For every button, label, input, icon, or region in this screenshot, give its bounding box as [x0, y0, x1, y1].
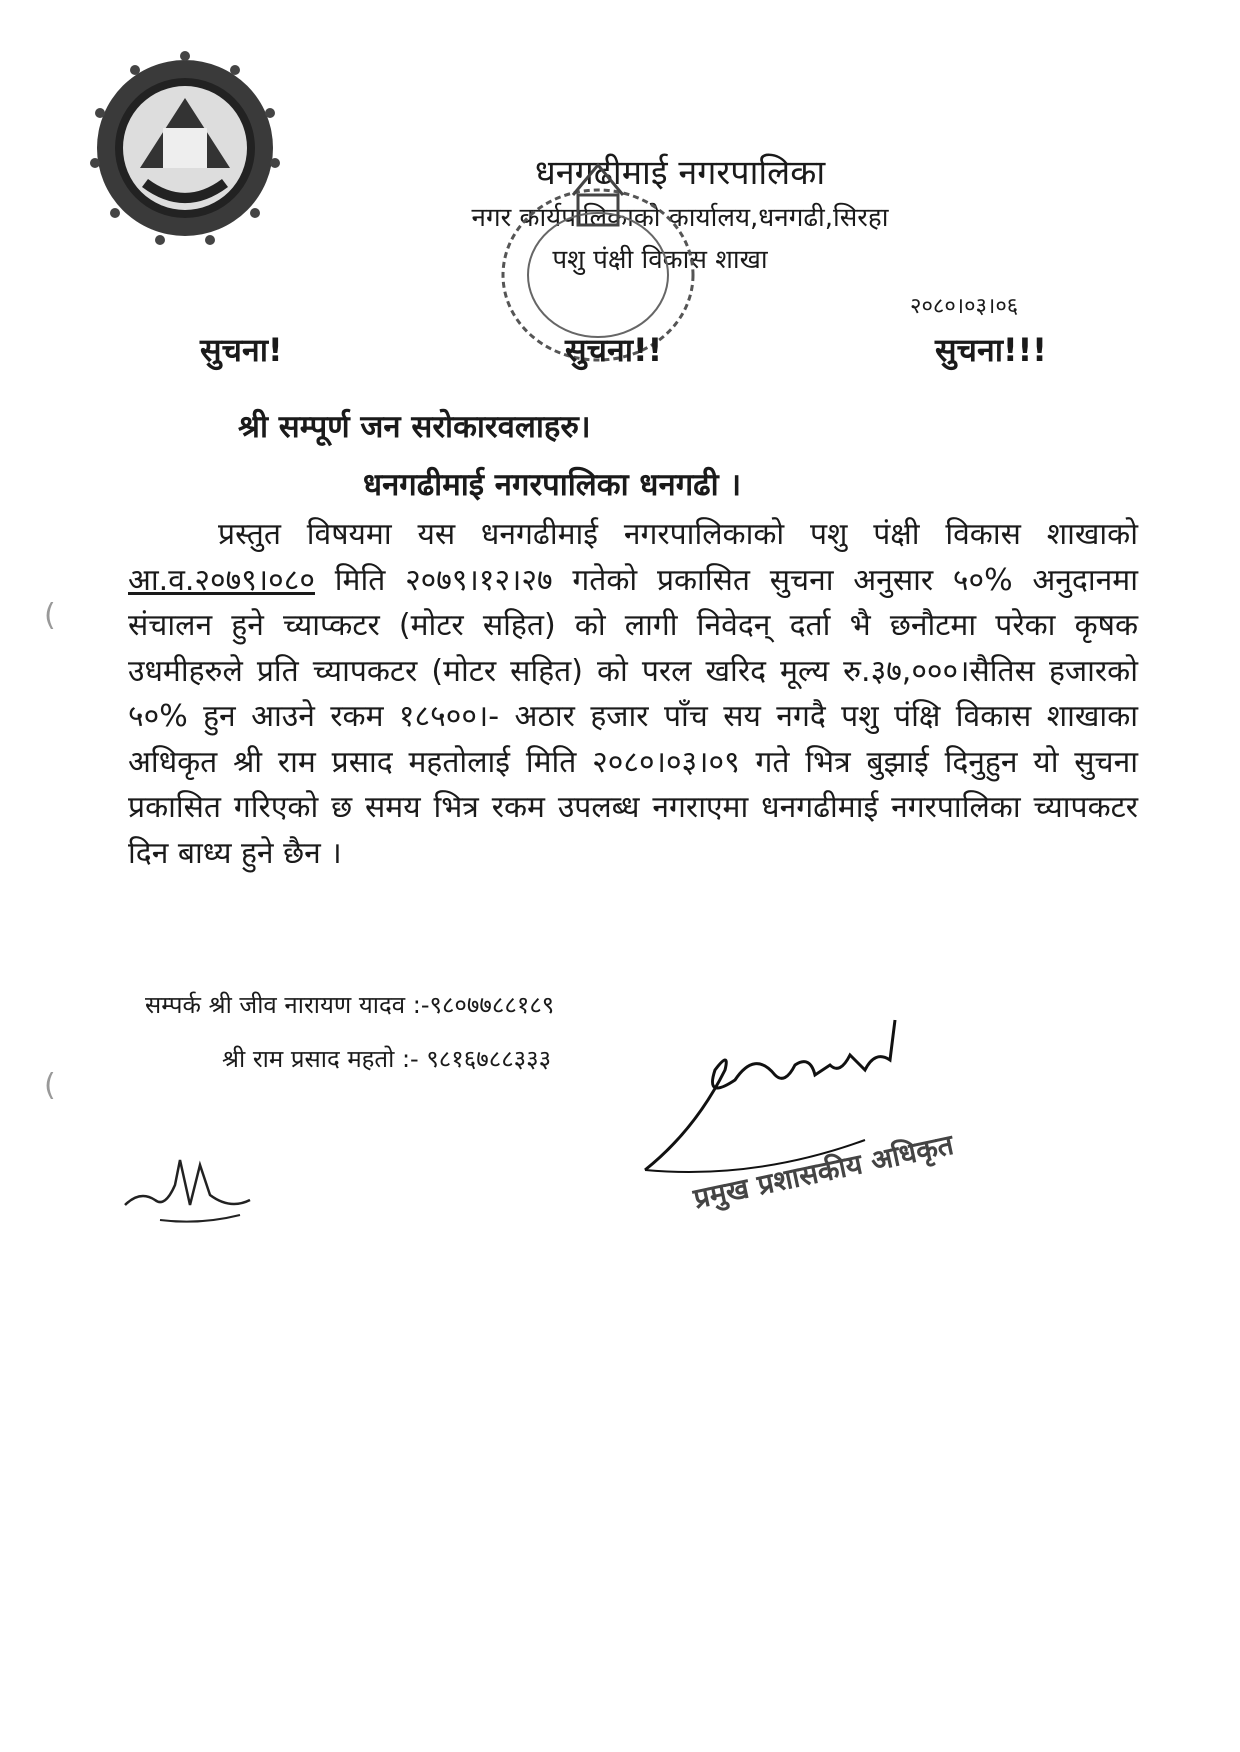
- notice-heading-3: सुचना!!!: [935, 331, 1047, 369]
- margin-mark: (: [44, 598, 56, 633]
- addressee-line-2: धनगढीमाई नगरपालिका धनगढी ।: [363, 467, 742, 503]
- notice-heading-1: सुचना!: [200, 331, 283, 369]
- signature-title-stamp: प्रमुख प्रशासकीय अधिकृत: [690, 1127, 957, 1216]
- left-signature: [120, 1130, 270, 1240]
- branch-name: पशु पंक्षी विकास शाखा: [552, 245, 768, 275]
- addressee-line-1: श्री सम्पूर्ण जन सरोकारवलाहरु।: [238, 409, 591, 445]
- office-address: नगर कार्यपालिकाको कार्यालय,धनगढी,सिरहा: [471, 203, 889, 233]
- notice-date: २०८०।०३।०६: [910, 294, 1019, 319]
- contact-line-1: सम्पर्क श्री जीव नारायण यादव :-९८०७७८८१८९: [145, 991, 555, 1019]
- org-name: धनगढीमाई नगरपालिका: [534, 153, 826, 193]
- fiscal-year: आ.व.२०७९।०८०: [128, 562, 315, 598]
- body-part-2: मिति २०७९।१२।२७ गतेको प्रकासित सुचना अनुसार ५०% अनुदानमा संचालन हुने च्याप्कटर (मोटर सहित) को लागी निवेदन् दर्ता भै छनौटमा परेका कृषक उधमीहरुले प्रति च्यापकटर (मोटर सहित) को परल खरिद मूल्य रु.३७,०००।सैतिस हजारको ५०% हुन आउने रकम १८५००।- अठार हजार पाँच सय नगदै पशु पंक्षि विकास शाखाका अधिकृत श्री राम प्रसाद महतोलाई मिति २०८०।०३।०९ गते भित्र बुझाई दिनुहुन यो सुचना प्रकासित गरिएको छ समय भित्र रकम उपलब्ध नगराएमा धनगढीमाई नगरपालिका च्यापकटर दिन बाध्य हुने छैन ।: [128, 562, 1138, 871]
- notice-body: [128, 512, 1138, 876]
- body-part-1: प्रस्तुत विषयमा यस धनगढीमाई नगरपालिकाको पशु पंक्षी विकास शाखाको: [218, 517, 1138, 552]
- notice-heading-2: सुचना!!: [565, 331, 663, 369]
- margin-mark: (: [44, 1068, 56, 1103]
- contact-line-2: श्री राम प्रसाद महतो :- ९८१६७८८३३३: [222, 1045, 552, 1073]
